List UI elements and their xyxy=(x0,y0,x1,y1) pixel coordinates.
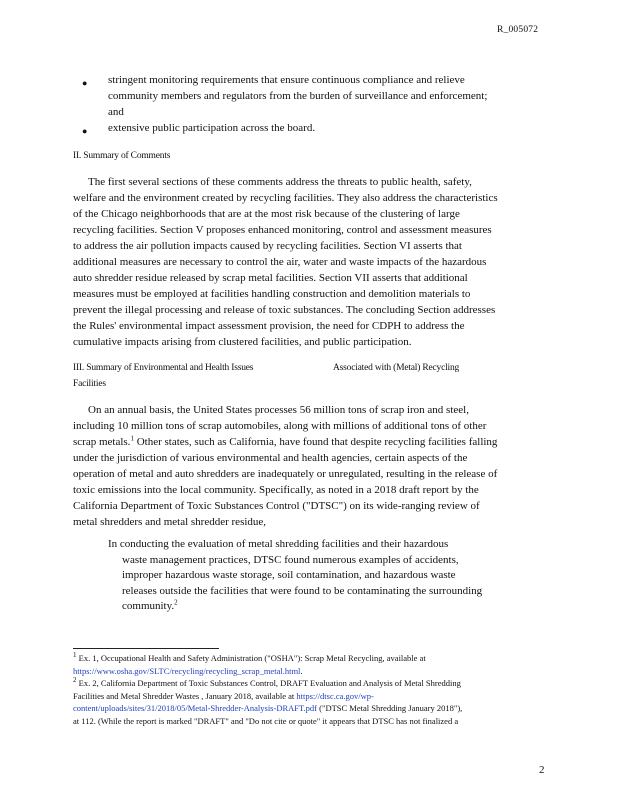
footnote-link[interactable]: https://www.osha.gov/SLTC/recycling/recycling_scrap_metal.html xyxy=(73,665,301,676)
footnote-1: $^1$ Ex. 1, Occupational Health and Safety Administration ("OSHA"): Scrap Metal Recycling, available at https://www.osha.gov/SLTC/recycling/recycling_scrap_metal.html. xyxy=(73,651,426,676)
footnote-2: $^2$ Ex. 2, California Department of Toxic Substances Control, DRAFT Evaluation and Analysis of Metal Shredding Facilities and Metal Shredder Wastes , January 2018, available at https://dtsc.ca.gov/wp- content/uploads/sites/31/2018/05/Metal-Shredder-Analysis-DRAFT.pdf ("DTSC Metal Shredding January 2018"), at 112. (While the report is marked "DRAFT" and "Do not cite or quote" it appears that DTSC has not finalized a xyxy=(73,676,463,726)
footnote-separator xyxy=(73,648,219,649)
section-heading-line2: Facilities xyxy=(73,379,106,389)
section-heading: III. Summary of Environmental and Health Issues xyxy=(73,363,254,373)
footnote-link[interactable]: https://dtsc.ca.gov/wp- xyxy=(296,690,374,701)
page-number: 2 xyxy=(539,764,545,776)
footnote-link[interactable]: content/uploads/sites/31/2018/05/Metal-Shredder-Analysis-DRAFT.pdf xyxy=(73,703,318,713)
bullet-item: extensive public participation across the board. xyxy=(108,122,316,134)
bullet-marker-icon: ● xyxy=(82,78,88,88)
bullet-item: stringent monitoring requirements that ensure continuous compliance and relieve community members and regulators from the burden of surveillance and enforcement; and xyxy=(108,74,488,118)
footnote-ref[interactable]: 2 xyxy=(174,598,178,607)
footnote-ref[interactable]: 1 xyxy=(130,434,134,443)
bates-number: R_005072 xyxy=(497,25,539,35)
bullet-marker-icon: ● xyxy=(82,126,88,136)
body-paragraph: On an annual basis, the United States processes 56 million tons of scrap iron and steel, including 10 million tons of scrap automobiles, along with millions of additional tons of other scrap metals.$^1$ Other states, such as California, have found that despite recycling facilities falling under the jurisdiction of various environmental and health agencies, certain aspects of the operation of metal and auto shredders are inadequately or unregulated, resulting in the release of toxic emissions into the local community. Specifically, as noted in a 2018 draft report by the California Department of Toxic Substances Control ("DTSC") on its wide-ranging review of metal shredders and metal shredder residue, xyxy=(73,404,498,528)
section-heading: II. Summary of Comments xyxy=(73,151,171,161)
summary-paragraph: The first several sections of these comments address the threats to public health, safety, welfare and the environment created by recycling facilities. They also address the characteristics of the Chicago neighborhoods that are at the most risk because of the clustering of large recycling facilities. Section V proposes enhanced monitoring, control and assessment measures to address the air pollution impacts caused by recycling facilities. Section VI asserts that additional measures are necessary to control the air, water and waste impacts of the hazardous auto shredder residue released by scrap metal facilities. Section VII asserts that additional measures must be employed at facilities handling construction and demolition materials to prevent the illegal processing and release of toxic substances. The concluding Section addresses the Rules' environmental impact assessment provision, the need for CDPH to address the cumulative impacts arising from clustered facilities, and public participation. xyxy=(73,176,498,348)
section-heading-continuation: Associated with (Metal) Recycling xyxy=(333,363,460,373)
block-quote: In conducting the evaluation of metal shredding facilities and their hazardous waste management practices, DTSC found numerous examples of accidents, improper hazardous waste storage, soil contamination, and hazardous waste releases outside the facilities that were found to be contaminating the surrounding community.$^2$ xyxy=(108,538,483,612)
